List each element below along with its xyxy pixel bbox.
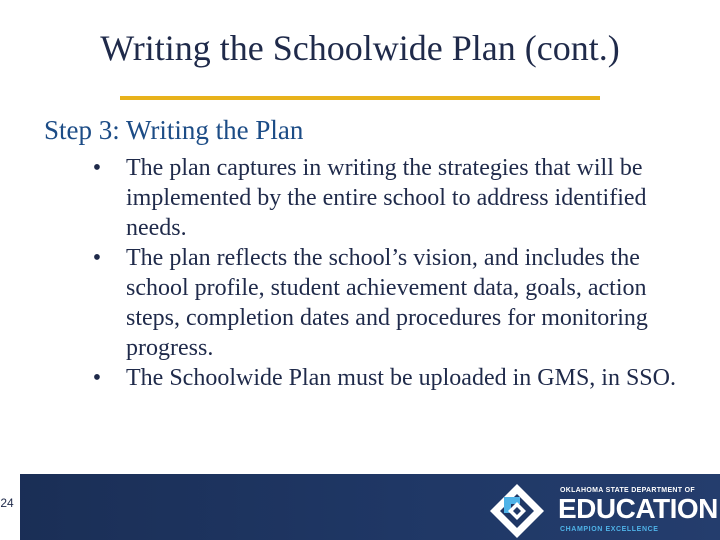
bullet-list (87, 153, 687, 393)
osde-logo (486, 480, 718, 538)
title-underline (120, 96, 600, 100)
bullet-text: The plan reflects the school’s vision, and includes the school profile, student achievement data, goals, action steps, completion dates and procedures for monitoring progress. (126, 245, 648, 361)
oklahoma-diamond-logo-icon (486, 482, 548, 538)
logo-name: EDUCATION (558, 493, 718, 524)
bullet-item (87, 243, 687, 363)
page-number: 24 (0, 496, 14, 510)
slide-title: Writing the Schoolwide Plan (cont.) (100, 28, 620, 68)
logo-department: OKLAHOMA STATE DEPARTMENT OF (560, 487, 695, 494)
bullet-text: The plan captures in writing the strategies that will be implemented by the entire school to address identified needs. (126, 155, 647, 241)
bullet-dot: • (92, 365, 102, 391)
step-heading: Step 3: Writing the Plan (44, 115, 304, 145)
bullet-item (87, 153, 687, 243)
bullet-text: The Schoolwide Plan must be uploaded in GMS, in SSO. (126, 365, 676, 391)
bullet-dot: • (92, 155, 102, 181)
bullet-dot: • (92, 245, 102, 271)
bullet-item (87, 363, 687, 393)
logo-tagline: CHAMPION EXCELLENCE (560, 526, 659, 533)
